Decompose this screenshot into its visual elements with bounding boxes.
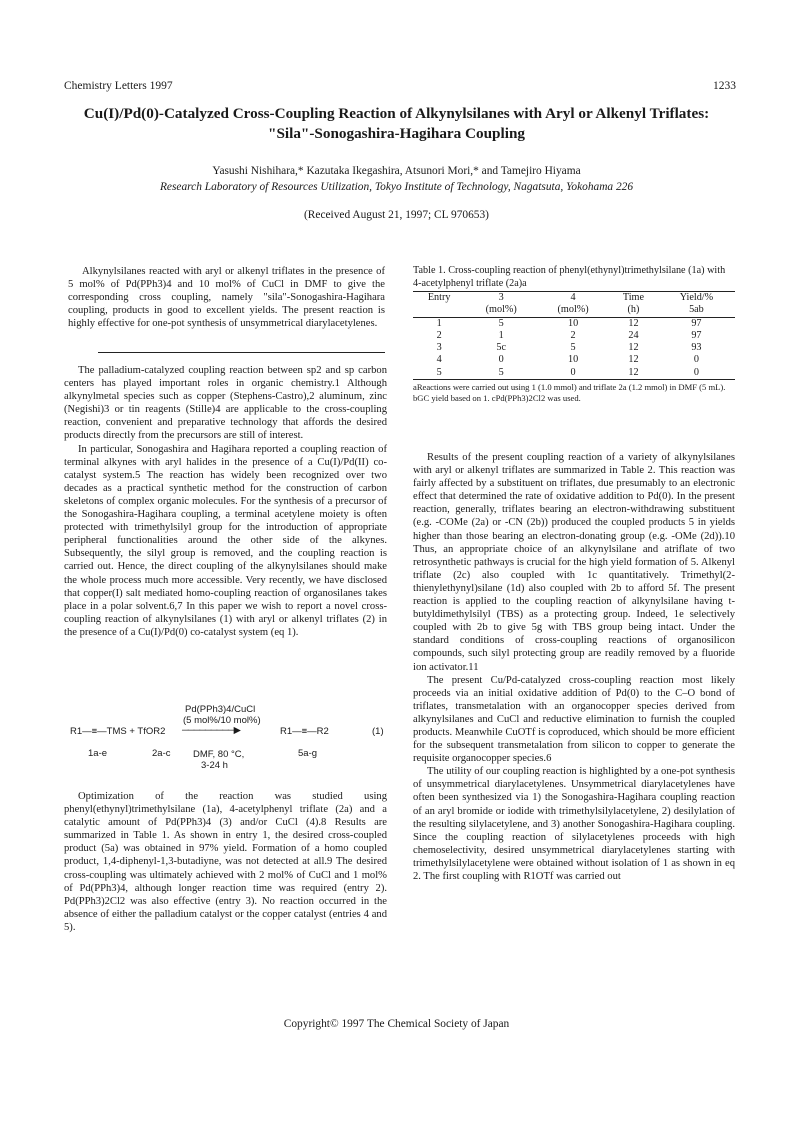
cell: 3 — [436, 342, 442, 354]
table-row — [413, 342, 735, 354]
table-row — [413, 317, 735, 330]
cell: 0 — [658, 367, 735, 380]
eq-number: (1) — [372, 726, 384, 737]
eq-reactants: R1—≡—TMS + TfOR2 — [70, 726, 166, 737]
page-number: 1233 — [713, 80, 736, 92]
header-cell: (mol%) — [537, 304, 609, 317]
eq-label-1: 1a-e — [88, 748, 108, 759]
affiliation: Research Laboratory of Resources Utilization, Tokyo Institute of Technology, Nagatsuta, Yokohama 226 — [159, 181, 634, 193]
cell: 5 — [570, 342, 576, 354]
paragraph: In particular, Sonogashira and Hagihara reported a coupling reaction of terminal alkynes with aryl halides in the presence of a Cu(I)/Pd(II) co-catalyst system.5 The reaction has widely been recognized over two decades as a practical synthetic method for the construction of carbon skeletons of complex organic molecules. For the synthesis of a precursor of the Sonogashira-Hagihara coupling, a terminal acetylene moiety is often protected with trimethylsilyl group for the introduction of appropriate peripheral functionalities around the other side of the alkynes. Subsequently, the silyl group is removed, and the coupling reaction is carried out. Hence, the direct coupling of the alkynylsilanes should make the whole process much more accessible. Very recently, we have disclosed that copper(I) salt mediated homo-coupling reaction of organosilanes takes place in a polar solvent.6,7 In this paper we wish to report a novel cross-coupling reaction of alkynylsilanes (1) with aryl or alkenyl triflates (2) in the presence of a Cu(I)/Pd(0) co-catalyst system (eq 1). — [64, 443, 387, 638]
article-title-line1: Cu(I)/Pd(0)-Catalyzed Cross-Coupling Reaction of Alkynylsilanes with Aryl or Alkenyl Triflates: — [83, 105, 710, 122]
cell: 1 — [498, 329, 504, 341]
journal-name: Chemistry Letters 1997 — [64, 80, 173, 92]
eq-conditions-1: DMF, 80 °C, — [193, 749, 245, 760]
left-column-intro — [64, 364, 387, 639]
table-row — [413, 367, 735, 380]
table-header-row — [413, 292, 735, 305]
cell: 0 — [498, 354, 504, 366]
cell: 12 — [628, 317, 639, 329]
header-cell: Yield/% — [658, 292, 735, 305]
header-cell: 5ab — [658, 304, 735, 317]
eq-loading: (5 mol%/10 mol%) — [183, 715, 261, 726]
equation-1 — [70, 704, 390, 784]
paragraph: Optimization of the reaction was studied using phenyl(ethynyl)trimethylsilane (1a), 4-acetylphenyl triflate (2a) and a catalytic amount of Pd(PPh3)4 (3) and/or CuCl (4).8 Results are summarized in Table 1. As shown in entry 1, the desired cross-coupled product (5a) was obtained in 97% yield. Formation of a homo coupled product, 1,4-diphenyl-1,3-butadiyne, was not detected at all.9 The desired cross-coupling was ultimately achieved with 2 mol% of CuCl and 1 mol% of Pd(PPh3)4, although longer reaction time was required (entry 2). Pd(PPh3)2Cl2 was also effective (entry 3). No reaction occurred in the absence of either the palladium catalyst or the copper catalyst (entries 4 and 5). — [64, 791, 387, 933]
cell: 24 — [628, 329, 639, 341]
article-title-line2: "Sila"-Sonogashira-Hagihara Coupling — [268, 125, 525, 142]
cell: 97 — [691, 329, 702, 341]
table-row — [413, 354, 735, 366]
eq-label-3: 5a-g — [298, 748, 318, 759]
table-header-row — [413, 304, 735, 317]
header-cell: 3 — [465, 292, 537, 305]
eq-conditions-2: 3-24 h — [201, 760, 228, 771]
header-cell: (mol%) — [465, 304, 537, 317]
cell: 4 — [436, 354, 442, 366]
cell: 12 — [628, 354, 639, 366]
table-footnote: aReactions were carried out using 1 (1.0 mmol) and triflate 2a (1.2 mmol) in DMF (5 mL). bGC yield based on 1. cPd(PPh3)2Cl2 was used. — [413, 382, 726, 403]
table-1 — [413, 265, 735, 403]
header-cell: 4 — [537, 292, 609, 305]
right-column-body — [413, 451, 735, 883]
cell: 97 — [691, 317, 702, 329]
left-column-optimization — [64, 790, 387, 934]
header-cell — [413, 304, 465, 317]
paragraph: Results of the present coupling reaction of a variety of alkynylsilanes with aryl or alkenyl triflates are summarized in Table 2. This reaction was fairly affected by a substituent on triflates, due presumably to an electronic effect that determined the rate of oxidative addition to Pd(0). In the present reaction, generally, triflates bearing an electron-withdrawing substituent (e.g. -COMe (2a) or -CN (2b)) produced the coupled products 5 in yields higher than those bearing an electron-donating group (e.g. -OMe (2d)).10 Thus, an appropriate choice of an alkynylsilane and atriflate of two retrosynthetic pathways is crucial for the high yield formation of 5. Alkenyl triflate (2c) also coupled with 1c quantitatively. Trimethyl(2-thienylethynyl)silane (1d) also coupled with 2b to afford 5f. The present reaction is applied to the coupling reaction of alkynylsilane having t-butyldimethylsilyl (TBS) as a protecting group. Indeed, 1e selectively coupled with 2b to give 5g with TBS group being intact. Under the standard conditions of cross-coupling reactions of organosilicon compounds, such silyl protecting group are readily removed by a fluoride ion activator.11 — [413, 452, 735, 673]
paragraph: The present Cu/Pd-catalyzed cross-coupling reaction most likely proceeds via an initial oxidative addition of Pd(0) to the C–O bond of triflates, transmetalation with an organocopper species derived from alkynylsilanes and CuCl and reductive elimination to furnish the coupled products. Meanwhile CuOTf is coproduced, which should be more efficient for the subsequent transmetalation from silicon to copper to generate the requisite organocopper species.6 — [413, 674, 735, 765]
paragraph: The palladium-catalyzed coupling reaction between sp2 and sp carbon centers has played important roles in organic chemistry.1 Although alkynylmetal species such as copper (Stephens-Castro),2 aluminum, zinc (Negishi)3 or tin reagents (Stille)4 are applicable to the cross-coupling reaction, convenient and preparative technology that affords the desired products directly from the precursors are still of interest. — [64, 365, 387, 442]
header-cell: (h) — [609, 304, 658, 317]
cell: 2 — [436, 329, 442, 341]
paragraph: The utility of our coupling reaction is highlighted by a one-pot synthesis of unsymmetrical diarylacetylenes. Unsymmetrical diarylacetylenes have often been synthesized via 1) the Sonogashira-Hagihara coupling reaction of an aryl bromide or iodide with trimethylsilylacetylene, 2) desilylation of the resulting silylacetylene, and 3) another Sonogashira-Hagihara coupling. Since the coupling reaction of silylacetylenes proceeds with high chemoselectivity, desired unsymmetrical diarylacetylenes starting with trimethylsilylacetylene were obtained without isolation of 1 as shown in eq 2. The first coupling with R1OTf was carried out — [413, 766, 735, 882]
cell: 10 — [568, 317, 579, 329]
eq-product: R1—≡—R2 — [280, 726, 329, 737]
authors: Yasushi Nishihara,* Kazutaka Ikegashira, Atsunori Mori,* and Tamejiro Hiyama — [212, 165, 581, 177]
abstract — [68, 265, 385, 330]
eq-catalyst: Pd(PPh3)4/CuCl — [185, 704, 256, 715]
header-cell: Time — [609, 292, 658, 305]
cell: 93 — [691, 342, 702, 354]
header-cell: Entry — [413, 292, 465, 305]
cell: 5 — [465, 367, 537, 380]
cell: 2 — [570, 329, 576, 341]
eq-arrow: ─────────▶ — [182, 725, 240, 736]
cell: 5c — [496, 342, 507, 354]
abstract-text: Alkynylsilanes reacted with aryl or alkenyl triflates in the presence of 5 mol% of Pd(PPh3)4 and 10 mol% of CuCl in DMF to give the corresponding cross coupling, namely "sila"-Sonogashira-Hagihara coupling, products in good to excellent yields. The present reaction is highly effective for one-pot synthesis of unsymmetrical diarylacetylenes. — [68, 266, 385, 330]
table-row — [413, 330, 735, 342]
cell: 0 — [537, 367, 609, 380]
cell: 5 — [498, 317, 504, 329]
cell: 12 — [628, 342, 639, 354]
copyright-footer: Copyright© 1997 The Chemical Society of Japan — [283, 1018, 510, 1030]
abstract-divider — [98, 352, 385, 353]
cell: 0 — [693, 354, 699, 366]
cell: 1 — [436, 317, 442, 329]
eq-label-2: 2a-c — [152, 748, 171, 759]
table-caption: Table 1. Cross-coupling reaction of phenyl(ethynyl)trimethylsilane (1a) with 4-acetylphenyl triflate (2a)a — [413, 265, 726, 289]
cell: 12 — [609, 367, 658, 380]
cell: 10 — [568, 354, 579, 366]
received-date: (Received August 21, 1997; CL 970653) — [304, 209, 489, 221]
cell: 5 — [413, 367, 465, 380]
results-table — [413, 291, 735, 380]
